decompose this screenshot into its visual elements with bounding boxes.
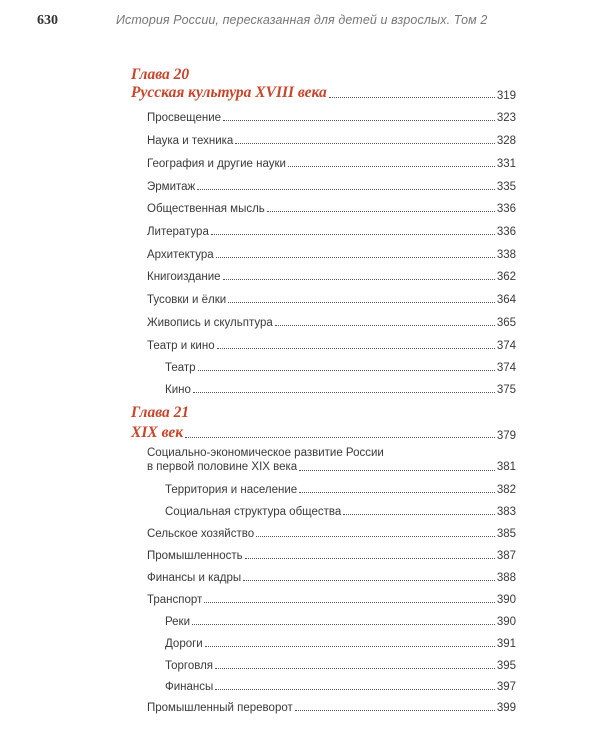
toc-entry[interactable] (147, 245, 516, 261)
dot-leader (217, 348, 495, 349)
page-ref: 338 (496, 249, 516, 261)
dot-leader (185, 437, 495, 438)
page-ref: 319 (496, 90, 516, 102)
page-ref: 399 (496, 702, 516, 714)
toc-subentry[interactable] (165, 358, 516, 374)
entry-title: Литература (147, 226, 209, 238)
dot-leader (256, 536, 495, 537)
running-title: История России, пересказанная для детей и взрослых. Том 2 (116, 13, 488, 27)
toc-entry[interactable] (147, 267, 516, 283)
entry-title: Наука и техника (147, 135, 234, 147)
chapter-title: XIX век (131, 424, 184, 441)
page-ref: 336 (496, 203, 516, 215)
entry-title: Общественная мысль (147, 203, 265, 215)
dot-leader (243, 580, 495, 581)
dot-leader (299, 470, 495, 471)
toc-entry[interactable] (147, 590, 516, 606)
entry-title: Театр (165, 362, 196, 374)
dot-leader (288, 166, 495, 167)
page-ref: 362 (496, 271, 516, 283)
dot-leader (295, 710, 495, 711)
entry-title: География и другие науки (147, 158, 286, 170)
entry-title: Промышленность (147, 550, 243, 562)
dot-leader (211, 234, 495, 235)
page-ref: 323 (496, 112, 516, 124)
entry-title: Кино (165, 384, 191, 396)
page-ref: 382 (496, 484, 516, 496)
page-ref: 385 (496, 528, 516, 540)
page-header (0, 10, 600, 32)
toc-subentry[interactable] (165, 656, 516, 672)
toc-entry[interactable] (147, 568, 516, 584)
page-ref: 374 (496, 362, 516, 374)
page-ref: 395 (496, 660, 516, 672)
dot-leader (193, 392, 495, 393)
dot-leader (197, 189, 495, 190)
toc-entry[interactable] (147, 524, 516, 540)
entry-title: Эрмитаж (147, 181, 196, 193)
dot-leader (329, 97, 495, 98)
entry-title: Финансы и кадры (147, 572, 242, 584)
chapter-title: Русская культура XVIII века (131, 84, 327, 101)
toc-entry[interactable] (147, 177, 516, 193)
toc-subentry[interactable] (165, 677, 516, 693)
dot-leader (235, 143, 495, 144)
toc-entry[interactable] (147, 222, 516, 238)
dot-leader (198, 370, 495, 371)
toc-entry[interactable] (147, 290, 516, 306)
page-ref: 335 (496, 181, 516, 193)
toc-entry[interactable] (147, 154, 516, 170)
dot-leader (299, 492, 495, 493)
chapter-title-row[interactable] (131, 426, 516, 442)
toc-entry[interactable] (147, 313, 516, 329)
toc-subentry[interactable] (165, 634, 516, 650)
toc-entry[interactable] (147, 199, 516, 215)
page-ref: 390 (496, 594, 516, 606)
entry-title: Просвещение (147, 112, 222, 124)
dot-leader (215, 668, 495, 669)
page-ref: 365 (496, 317, 516, 329)
toc-entry[interactable] (147, 546, 516, 562)
dot-leader (245, 558, 495, 559)
page-ref: 336 (496, 226, 516, 238)
toc-subentry[interactable] (165, 612, 516, 628)
page-ref: 391 (496, 638, 516, 650)
page-ref: 374 (496, 340, 516, 352)
page-ref: 397 (496, 681, 516, 693)
dot-leader (223, 120, 495, 121)
page-number: 630 (37, 13, 58, 28)
dot-leader (215, 689, 495, 690)
dot-leader (228, 302, 495, 303)
page-ref: 331 (496, 158, 516, 170)
page-ref: 381 (496, 461, 516, 473)
entry-title-line-2: в первой половине XIX века (147, 461, 298, 473)
dot-leader (267, 211, 495, 212)
toc-entry[interactable] (147, 131, 516, 147)
page-ref: 375 (496, 384, 516, 396)
page-ref: 390 (496, 616, 516, 628)
page-ref: 383 (496, 506, 516, 518)
toc-subentry[interactable] (165, 480, 516, 496)
entry-title: Финансы (165, 681, 214, 693)
dot-leader (275, 325, 495, 326)
entry-title: Реки (165, 616, 191, 628)
dot-leader (223, 279, 495, 280)
entry-title: Тусовки и ёлки (147, 294, 227, 306)
toc-entry[interactable] (147, 108, 516, 124)
dot-leader (216, 257, 495, 258)
entry-title: Архитектура (147, 249, 214, 261)
toc-subentry[interactable] (165, 502, 516, 518)
entry-title: Социальная структура общества (165, 506, 342, 518)
toc-entry[interactable] (147, 446, 516, 474)
toc-subentry[interactable] (165, 380, 516, 396)
chapter-label: Глава 21 (131, 404, 190, 421)
dot-leader (205, 646, 495, 647)
page-ref: 379 (496, 430, 516, 442)
chapter-label: Глава 20 (131, 66, 190, 83)
entry-title: Дороги (165, 638, 203, 650)
entry-title: Территория и население (165, 484, 298, 496)
page-ref: 387 (496, 550, 516, 562)
entry-title: Торговля (165, 660, 214, 672)
dot-leader (204, 602, 495, 603)
toc-entry[interactable] (147, 698, 516, 714)
entry-title: Сельское хозяйство (147, 528, 255, 540)
entry-title: Промышленный переворот (147, 702, 293, 714)
page-ref: 328 (496, 135, 516, 147)
entry-title: Живопись и скульптура (147, 317, 273, 329)
entry-title-line-1: Социально-экономическое развитие России (147, 447, 384, 459)
chapter-title-row[interactable] (131, 86, 516, 102)
entry-title: Транспорт (147, 594, 203, 606)
entry-title: Театр и кино (147, 340, 215, 352)
page-ref: 388 (496, 572, 516, 584)
dot-leader (192, 624, 495, 625)
entry-title: Книгоиздание (147, 271, 221, 283)
page-ref: 364 (496, 294, 516, 306)
toc-entry[interactable] (147, 336, 516, 352)
dot-leader (343, 514, 495, 515)
